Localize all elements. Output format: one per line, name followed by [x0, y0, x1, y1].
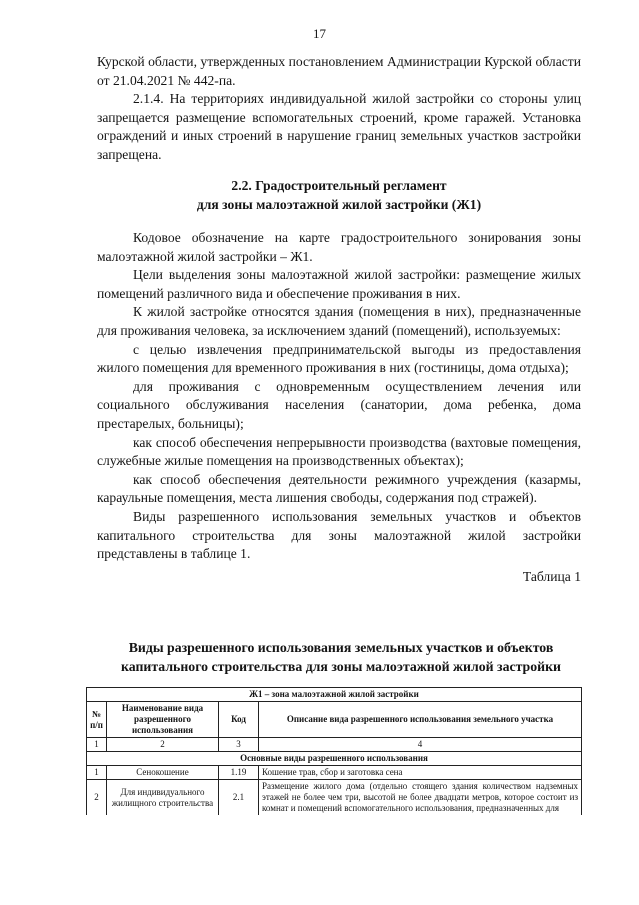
row-code: 1.19 — [219, 766, 259, 780]
paragraph-permitted-uses: Виды разрешенного использования земельных участков и объектов капитального строительства для зоны малоэтажной жилой застройки представлены в таблице 1. — [97, 508, 581, 562]
paragraph-continuation: Курской области, утвержденных постановлением Администрации Курской области от 21.04.2021 № 442-па. — [97, 54, 581, 88]
row-name: Сенокошение — [107, 766, 219, 780]
table-row — [87, 766, 582, 780]
table-row — [87, 780, 582, 816]
page-number: 17 — [313, 26, 326, 41]
table-title-line2: капитального строительства для зоны малоэтажной жилой застройки — [121, 659, 561, 674]
col-header-code: Код — [219, 702, 259, 738]
column-header-row — [87, 702, 582, 738]
paragraph-2-1-4: 2.1.4. На территориях индивидуальной жилой застройки со стороны улиц запрещается размещение вспомогательных строений, кроме гаражей. Установка ограждений и иных строений в нарушение границ земельных участков застройки запрещена. — [97, 91, 581, 162]
row-num: 1 — [87, 766, 107, 780]
row-name: Для индивидуального жилищного строительства — [107, 780, 219, 816]
section-heading-line1: 2.2. Градостроительный регламент — [231, 178, 447, 193]
col-header-desc: Описание вида разрешенного использования земельного участка — [259, 702, 582, 738]
section-header: Основные виды разрешенного использования — [87, 752, 582, 766]
text-block-main — [97, 229, 581, 586]
row-desc: Кошение трав, сбор и заготовка сена — [259, 766, 582, 780]
paragraph-residential-buildings: К жилой застройке относятся здания (помещения в них), предназначенные для проживания человека, за исключением зданий (помещений), используемых: — [97, 304, 581, 338]
col-header-name: Наименование вида разрешенного использования — [107, 702, 219, 738]
paragraph-code-designation: Кодовое обозначение на карте градостроительного зонирования зоны малоэтажной жилой застройки – Ж1. — [97, 230, 581, 264]
row-num: 2 — [87, 780, 107, 816]
paragraph-treatment: для проживания с одновременным осуществлением лечения или социального обслуживания населения (санатории, дома ребенка, дома престарелых, больницы); — [97, 378, 581, 431]
table-label: Таблица 1 — [522, 568, 581, 584]
permitted-uses-table — [86, 687, 582, 815]
col-number: 2 — [107, 738, 219, 752]
table-title — [86, 638, 596, 676]
paragraph-production: как способ обеспечения непрерывности производства (вахтовые помещения, служебные жилые помещения на производственных объектах); — [97, 434, 581, 469]
col-number: 3 — [219, 738, 259, 752]
paragraph-goals: Цели выделения зоны малоэтажной жилой застройки: размещение жилых помещений различного вида и обеспечение проживания в них. — [97, 267, 581, 301]
col-number: 4 — [259, 738, 582, 752]
paragraph-regime: как способ обеспечения деятельности режимного учреждения (казармы, караульные помещения, места лишения свободы, содержания под стражей). — [97, 471, 581, 506]
col-number: 1 — [87, 738, 107, 752]
row-code: 2.1 — [219, 780, 259, 816]
text-block-top — [97, 53, 581, 165]
column-number-row — [87, 738, 582, 752]
paragraph-entrepreneurial: с целью извлечения предпринимательской выгоды из предоставления жилого помещения для временного проживания в них (гостиницы, дома отдыха); — [97, 341, 581, 376]
table-title-line1: Виды разрешенного использования земельных участков и объектов — [128, 640, 554, 655]
col-header-num: № п/п — [87, 702, 107, 738]
zone-header-row — [87, 688, 582, 702]
section-heading-line2: для зоны малоэтажной жилой застройки (Ж1) — [196, 196, 482, 212]
section-row — [87, 752, 582, 766]
zone-header: Ж1 – зона малоэтажной жилой застройки — [87, 688, 582, 702]
row-desc: Размещение жилого дома (отдельно стоящего здания количеством надземных этажей не более чем три, высотой не более двадцати метров, которое состоит из комнат и помещений вспомогательного использования, предназначенных для — [259, 780, 582, 816]
section-heading — [97, 177, 581, 214]
